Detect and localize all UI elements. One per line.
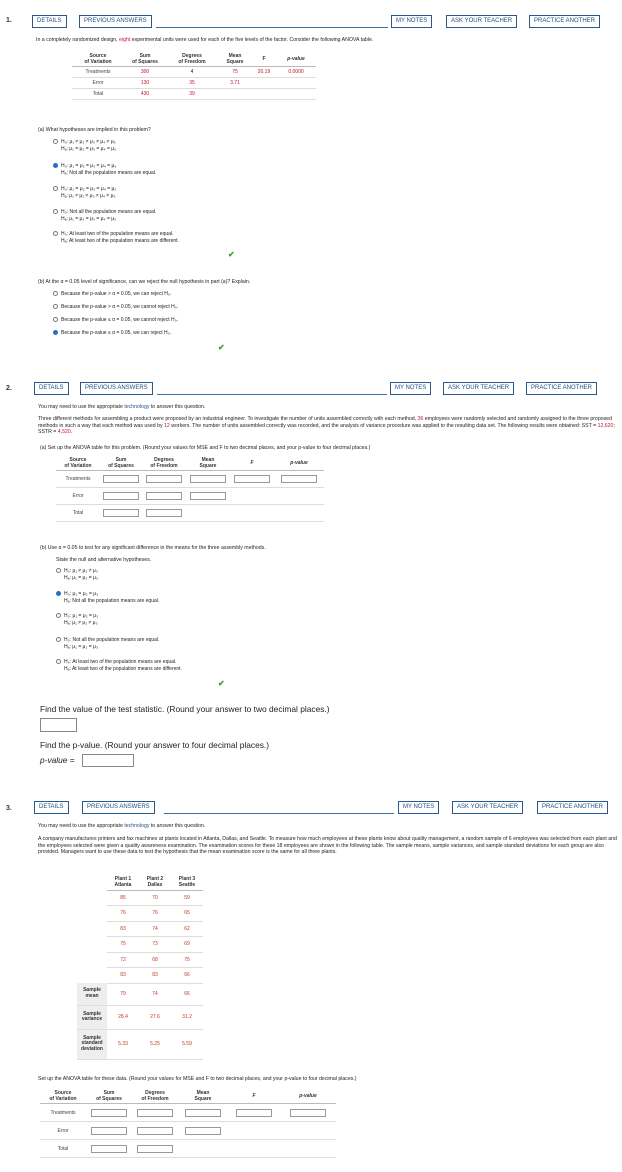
table-row <box>77 1005 203 1029</box>
total-ss-input[interactable] <box>103 509 139 517</box>
option-a-2[interactable]: H₀: μ₁ = μ₂ = μ₃ = μ₄ = μ₅ Hₐ: Not all the population means are equal. <box>53 163 156 176</box>
row-label: Total <box>56 505 100 522</box>
cell: 83 <box>107 968 139 984</box>
treatments-df-input[interactable] <box>146 475 182 483</box>
col-df: Degrees of Freedom <box>142 457 186 471</box>
table-row <box>40 1122 336 1140</box>
row-label: Treatments <box>40 1104 86 1122</box>
correct-check-icon: ✔ <box>218 679 225 688</box>
cell: 62 <box>171 921 203 937</box>
cell: 74 <box>139 921 171 937</box>
total-df-input[interactable] <box>137 1145 173 1153</box>
technology-link[interactable]: technology <box>124 823 150 829</box>
plants-table <box>77 876 203 1060</box>
error-df-input[interactable] <box>146 492 182 500</box>
setup-prompt: Set up the ANOVA table for these data. (Round your values for MSE and F to two decimal places, and your p-value to four decimal places.) <box>38 1076 357 1082</box>
cell <box>218 89 252 100</box>
cell <box>252 78 276 89</box>
header-rule <box>156 27 388 28</box>
row-label: Sample mean <box>77 983 107 1005</box>
previous-answers-button[interactable]: PREVIOUS ANSWERS <box>80 382 153 395</box>
cell: 83 <box>139 968 171 984</box>
row-label: Total <box>72 89 124 100</box>
col-plant2: Plant 2 Dallas <box>139 876 171 890</box>
error-ss-input[interactable] <box>103 492 139 500</box>
col-df: Degrees of Freedom <box>132 1090 178 1104</box>
col-source: Source of Variation <box>56 457 100 471</box>
radio-button-selected[interactable] <box>53 163 58 168</box>
col-f: F <box>228 1090 280 1104</box>
option-b-5[interactable]: H₀: At least two of the population means are equal. Hₐ: At least two of the population means are different. <box>56 659 182 672</box>
col-source: Source of Variation <box>72 53 124 67</box>
test-statistic-prompt: Find the value of the test statistic. (Round your answer to two decimal places.) <box>40 704 330 714</box>
ask-teacher-button[interactable]: ASK YOUR TEACHER <box>446 15 517 28</box>
details-button[interactable]: DETAILS <box>34 382 69 395</box>
table-row <box>40 1140 336 1158</box>
total-ss-input[interactable] <box>91 1145 127 1153</box>
col-ss: Sum of Squares <box>100 457 142 471</box>
cell: 75 <box>218 67 252 78</box>
treatments-df-input[interactable] <box>137 1109 173 1117</box>
radio-button[interactable] <box>53 291 58 296</box>
question-number: 3. <box>6 805 12 812</box>
table-row <box>56 505 324 522</box>
cell: 300 <box>124 67 166 78</box>
table-row <box>56 471 324 488</box>
cell: 31.2 <box>171 1005 203 1029</box>
cell: 3.71 <box>218 78 252 89</box>
radio-button[interactable] <box>53 139 58 144</box>
question-intro: Three different methods for assembling a product were proposed by an industrial engineer. To investigate the number of units assembled correctly with each method, 36 employees were randomly selected and randomly assigned to the three proposed methods in such a way that each method was used by 12 workers. The number of units assembled correctly was recorded, and the analysis of variance procedure was applied to the resulting data set. The following results were obtained: SST = 12,620; SSTR = 4,520. <box>38 416 615 436</box>
pvalue-prompt: Find the p-value. (Round your answer to four decimal places.) <box>40 740 270 750</box>
question-1 <box>0 0 622 360</box>
technology-note: You may need to use the appropriate technology to answer this question. <box>38 823 206 829</box>
part-a-prompt: (a) What hypotheses are implied in this problem? <box>38 127 151 133</box>
correct-check-icon: ✔ <box>228 250 235 259</box>
cell <box>276 78 316 89</box>
row-label: Sample standard deviation <box>77 1029 107 1059</box>
practice-another-button[interactable]: PRACTICE ANOTHER <box>529 15 600 28</box>
f-input[interactable] <box>234 475 270 483</box>
header-rule <box>157 394 387 395</box>
cell: 4 <box>166 67 218 78</box>
anova-table <box>40 1090 336 1158</box>
col-pvalue: p-value <box>276 53 316 67</box>
cell: 39 <box>166 89 218 100</box>
cell: 0.0000 <box>276 67 316 78</box>
option-a-4[interactable]: H₀: Not all the population means are equal. Hₐ: μ₁ = μ₂ = μ₃ = μ₄ = μ₅ <box>53 209 156 222</box>
row-label: Total <box>40 1140 86 1158</box>
cell: 27.6 <box>139 1005 171 1029</box>
previous-answers-button[interactable]: PREVIOUS ANSWERS <box>79 15 152 28</box>
cell: 79 <box>107 983 139 1005</box>
error-df-input[interactable] <box>137 1127 173 1135</box>
row-label: Error <box>56 488 100 505</box>
table-row <box>77 890 203 906</box>
table-row <box>56 488 324 505</box>
radio-button[interactable] <box>53 231 58 236</box>
header-rule <box>164 813 394 814</box>
pvalue-input[interactable] <box>82 754 134 767</box>
option-b-3[interactable]: Because the p-value ≤ α = 0.05, we cannot reject H₀. <box>53 317 178 324</box>
cell: 130 <box>124 78 166 89</box>
treatments-ss-input[interactable] <box>103 475 139 483</box>
table-row <box>72 67 316 78</box>
error-ms-input[interactable] <box>190 492 226 500</box>
question-number: 2. <box>6 385 12 392</box>
details-button[interactable]: DETAILS <box>34 801 69 814</box>
cell: 70 <box>139 890 171 906</box>
question-2 <box>0 378 622 778</box>
my-notes-button[interactable]: MY NOTES <box>391 15 432 28</box>
radio-button[interactable] <box>53 209 58 214</box>
cell: 28.4 <box>107 1005 139 1029</box>
table-row <box>77 968 203 984</box>
cell: 73 <box>139 937 171 953</box>
cell: 65 <box>171 906 203 922</box>
treatments-ss-input[interactable] <box>91 1109 127 1117</box>
row-label: Sample variance <box>77 1005 107 1029</box>
ask-teacher-button[interactable]: ASK YOUR TEACHER <box>452 801 523 814</box>
col-ms: Mean Square <box>178 1090 228 1104</box>
state-hypotheses: State the null and alternative hypotheses. <box>56 557 152 563</box>
cell: 76 <box>139 906 171 922</box>
test-statistic-input[interactable] <box>40 718 77 732</box>
option-a-1[interactable]: H₀: μ₁ ≠ μ₂ ≠ μ₃ ≠ μ₄ ≠ μ₅ Hₐ: μ₁ = μ₂ = μ₃ = μ₄ = μ₅ <box>53 139 116 152</box>
col-ms: Mean Square <box>186 457 230 471</box>
cell: 5.33 <box>107 1029 139 1059</box>
cell: 85 <box>107 890 139 906</box>
cell: 72 <box>107 952 139 968</box>
cell: 5.25 <box>139 1029 171 1059</box>
total-df-input[interactable] <box>146 509 182 517</box>
cell: 35 <box>166 78 218 89</box>
question-3 <box>0 797 622 1172</box>
previous-answers-button[interactable]: PREVIOUS ANSWERS <box>82 801 155 814</box>
col-f: F <box>230 457 274 471</box>
option-b-2[interactable]: H₀: μ₁ = μ₂ = μ₃ Hₐ: Not all the population means are equal. <box>56 591 159 604</box>
f-input[interactable] <box>236 1109 272 1117</box>
radio-button[interactable] <box>53 304 58 309</box>
technology-link[interactable]: technology <box>124 404 150 410</box>
part-b-prompt: (b) At the α = 0.05 level of significance, can we reject the null hypothesis in part (a)? Explain. <box>38 279 251 285</box>
radio-button-selected[interactable] <box>56 591 61 596</box>
pvalue-label: p-value = <box>40 755 75 765</box>
table-row <box>77 983 203 1005</box>
table-row <box>77 937 203 953</box>
table-row <box>77 952 203 968</box>
cell <box>276 89 316 100</box>
cell: 75 <box>171 952 203 968</box>
radio-button[interactable] <box>53 317 58 322</box>
row-label: Treatments <box>56 471 100 488</box>
col-df: Degrees of Freedom <box>166 53 218 67</box>
technology-note: You may need to use the appropriate technology to answer this question. <box>38 404 206 410</box>
my-notes-button[interactable]: MY NOTES <box>398 801 439 814</box>
cell: 68 <box>139 952 171 968</box>
anova-table <box>72 53 316 100</box>
error-ms-input[interactable] <box>185 1127 221 1135</box>
my-notes-button[interactable]: MY NOTES <box>390 382 431 395</box>
option-a-3[interactable]: H₀: μ₁ = μ₂ = μ₃ = μ₄ = μ₅ Hₐ: μ₁ ≠ μ₂ ≠ μ₃ ≠ μ₄ ≠ μ₅ <box>53 186 116 199</box>
radio-button[interactable] <box>53 186 58 191</box>
treatments-ms-input[interactable] <box>190 475 226 483</box>
cell: 20.19 <box>252 67 276 78</box>
question-intro: In a completely randomized design, eight experimental units were used for each of the five levels of the factor. Consider the following ANOVA table. <box>36 37 374 43</box>
table-row <box>77 906 203 922</box>
pvalue-table-input[interactable] <box>290 1109 326 1117</box>
cell: 59 <box>171 890 203 906</box>
radio-button[interactable] <box>56 659 61 664</box>
col-plant1: Plant 1 Atlanta <box>107 876 139 890</box>
question-number: 1. <box>6 17 12 24</box>
details-button[interactable]: DETAILS <box>32 15 67 28</box>
option-a-5[interactable]: H₀: At least two of the population means are equal. Hₐ: At least two of the population means are different. <box>53 231 179 244</box>
cell: 430 <box>124 89 166 100</box>
option-b-3[interactable]: H₀: μ₁ = μ₂ = μ₃ Hₐ: μ₁ ≠ μ₂ ≠ μ₃ <box>56 613 98 626</box>
row-label: Error <box>72 78 124 89</box>
col-f: F <box>252 53 276 67</box>
table-row <box>72 89 316 100</box>
col-pvalue: p-value <box>280 1090 336 1104</box>
table-row <box>77 1029 203 1059</box>
question-intro: A company manufactures printers and fax machines at plants located in Atlanta, Dallas, and Seattle. To measure how much employees at these plants know about quality management, a random sample of 6 employees was selected from each plant and the employees selected were given a quality awareness examination. The examination scores for these 18 employees are shown in the following table. The sample means, sample variances, and sample standard deviations for each group are also provided. Managers want to use these data to test the hypothesis that the mean examination score is the same for all three plants. <box>38 836 617 856</box>
radio-button[interactable] <box>56 613 61 618</box>
option-b-1[interactable]: H₀: μ₁ ≠ μ₂ ≠ μ₃ Hₐ: μ₁ = μ₂ = μ₃ <box>56 568 98 581</box>
part-a-prompt: (a) Set up the ANOVA table for this problem. (Round your values for MSE and F to two decimal places, and your p-value to four decimal places.) <box>40 445 371 451</box>
cell <box>252 89 276 100</box>
col-ms: Mean Square <box>218 53 252 67</box>
anova-table <box>56 457 324 522</box>
error-ss-input[interactable] <box>91 1127 127 1135</box>
option-b-1[interactable]: Because the p-value > α = 0.05, we can reject H₀. <box>53 291 171 298</box>
radio-button-selected[interactable] <box>53 330 58 335</box>
col-ss: Sum of Squares <box>86 1090 132 1104</box>
option-b-2[interactable]: Because the p-value > α = 0.05, we cannot reject H₀. <box>53 304 178 311</box>
row-label: Error <box>40 1122 86 1140</box>
col-plant3: Plant 3 Seattle <box>171 876 203 890</box>
correct-check-icon: ✔ <box>218 343 225 352</box>
option-b-4[interactable]: H₀: Not all the population means are equal. Hₐ: μ₁ = μ₂ = μ₃ <box>56 637 159 650</box>
practice-another-button[interactable]: PRACTICE ANOTHER <box>526 382 597 395</box>
row-label: Treatments <box>72 67 124 78</box>
radio-button[interactable] <box>56 568 61 573</box>
treatments-ms-input[interactable] <box>185 1109 221 1117</box>
ask-teacher-button[interactable]: ASK YOUR TEACHER <box>443 382 514 395</box>
cell: 66 <box>171 983 203 1005</box>
cell: 76 <box>107 906 139 922</box>
cell: 69 <box>171 937 203 953</box>
radio-button[interactable] <box>56 637 61 642</box>
table-row <box>72 78 316 89</box>
cell: 74 <box>139 983 171 1005</box>
practice-another-button[interactable]: PRACTICE ANOTHER <box>537 801 608 814</box>
col-ss: Sum of Squares <box>124 53 166 67</box>
table-row <box>40 1104 336 1122</box>
col-pvalue: p-value <box>274 457 324 471</box>
cell: 75 <box>107 937 139 953</box>
col-source: Source of Variation <box>40 1090 86 1104</box>
table-row <box>77 921 203 937</box>
pvalue-table-input[interactable] <box>281 475 317 483</box>
cell: 66 <box>171 968 203 984</box>
part-b-prompt: (b) Use α = 0.05 to test for any significant difference in the means for the three assembly methods. <box>40 545 266 551</box>
cell: 5.59 <box>171 1029 203 1059</box>
option-b-4[interactable]: Because the p-value ≤ α = 0.05, we can reject H₀. <box>53 330 171 337</box>
cell: 83 <box>107 921 139 937</box>
